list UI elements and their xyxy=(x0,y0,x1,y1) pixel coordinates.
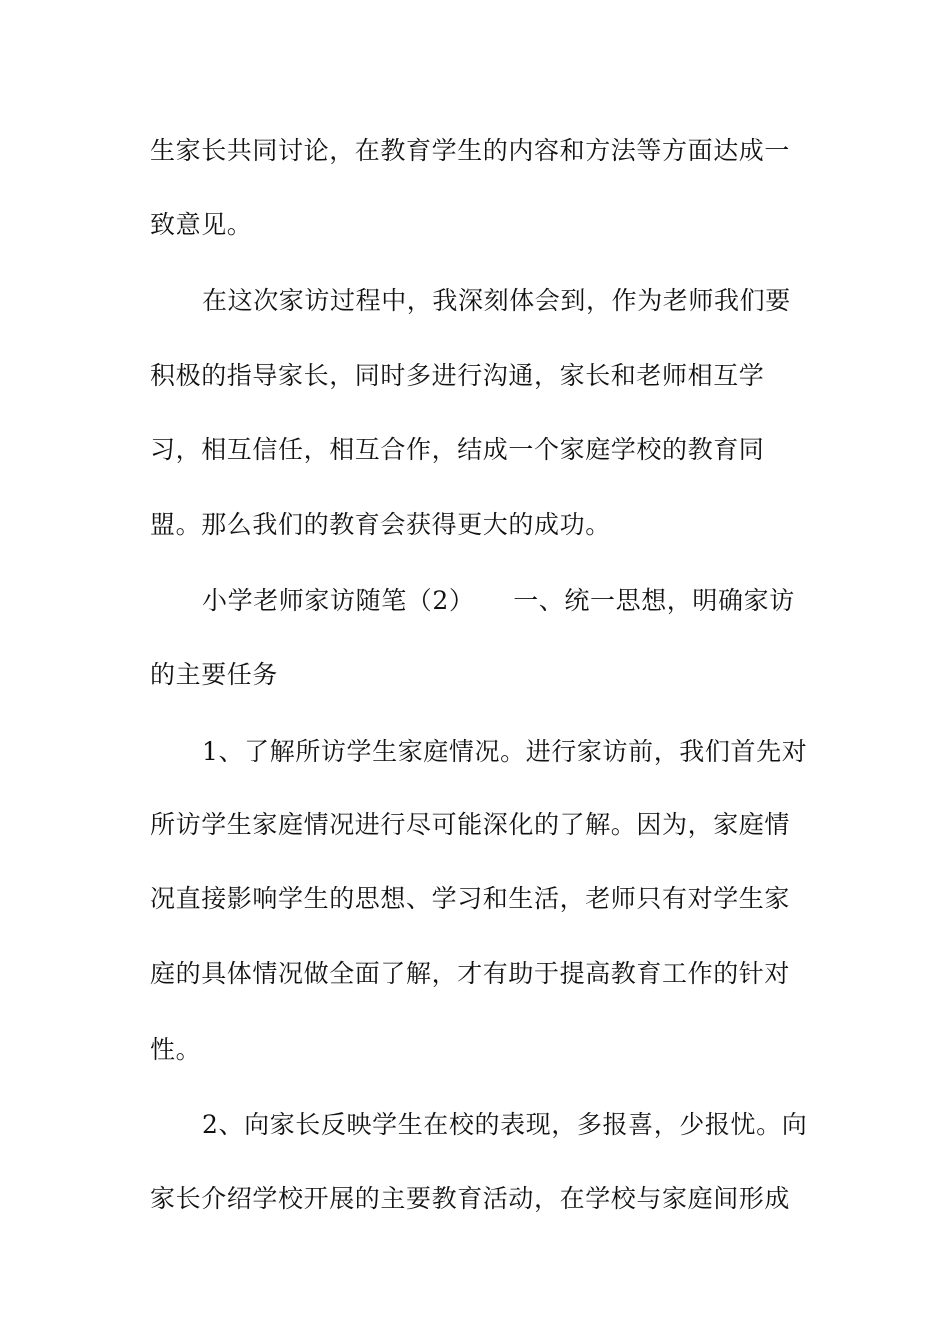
text-line: 所访学生家庭情况进行尽可能深化的了解。因为，家庭情 xyxy=(150,810,791,839)
text-line: 家长介绍学校开展的主要教育活动，在学校与家庭间形成 xyxy=(150,1184,791,1213)
text-line: 况直接影响学生的思想、学习和生活，老师只有对学生家 xyxy=(150,884,791,913)
text-line: 的主要任务 xyxy=(150,660,279,689)
text-line: 致意见。 xyxy=(150,210,253,239)
paragraph-start-line: 1、了解所访学生家庭情况。进行家访前，我们首先对 xyxy=(202,737,808,766)
text-line: 生家长共同讨论，在教育学生的内容和方法等方面达成一 xyxy=(150,136,791,165)
text-line: 性。 xyxy=(150,1035,202,1064)
paragraph-start-line: 在这次家访过程中，我深刻体会到，作为老师我们要 xyxy=(202,286,791,315)
paragraph-start-line: 2、向家长反映学生在校的表现，多报喜，少报忧。向 xyxy=(202,1110,808,1139)
text-line: 庭的具体情况做全面了解，才有助于提高教育工作的针对 xyxy=(150,959,791,988)
section-heading-line: 小学老师家访随笔（2） 一、统一思想，明确家访 xyxy=(202,586,795,615)
text-line: 习，相互信任，相互合作，结成一个家庭学校的教育同 xyxy=(150,435,765,464)
text-line: 积极的指导家长，同时多进行沟通，家长和老师相互学 xyxy=(150,361,765,390)
text-line: 盟。那么我们的教育会获得更大的成功。 xyxy=(150,510,611,539)
